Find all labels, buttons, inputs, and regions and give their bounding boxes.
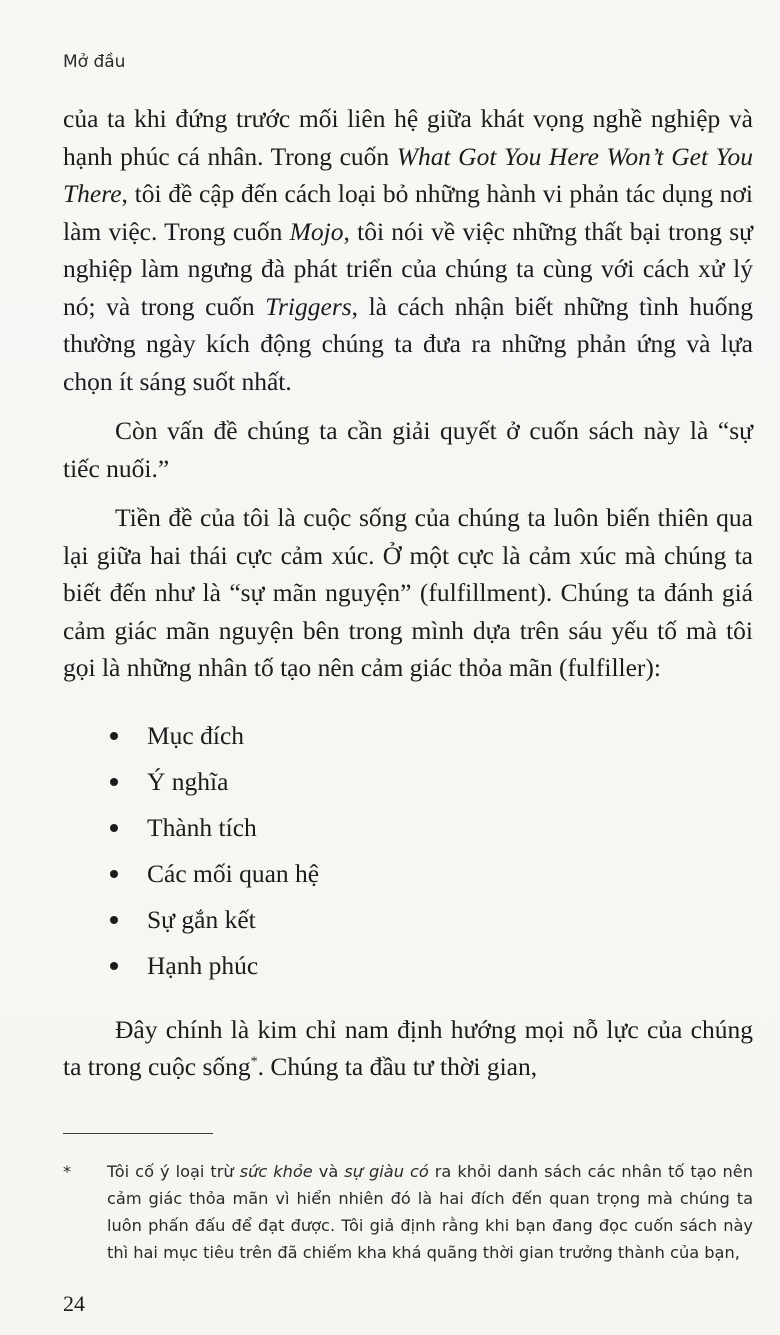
footnote-divider: [63, 1133, 213, 1134]
list-item: [63, 897, 753, 943]
bullet-icon: [110, 916, 118, 924]
book-title-what-got-you-here: What Got You Here Won’t Get You There: [63, 141, 753, 208]
list-item: [63, 851, 753, 897]
body-text: [63, 100, 753, 1086]
list-item-label: Mục đích: [147, 720, 245, 750]
list-item: [63, 943, 753, 989]
paragraph-4: [63, 1011, 753, 1086]
bullet-icon: [110, 778, 118, 786]
list-item-label: Ý nghĩa: [147, 766, 229, 796]
paragraph-3: Tiền đề của tôi là cuộc sống của chúng ta luôn biến thiên qua lại giữa hai thái cực cảm xúc. Ở một cực là cảm xúc mà chúng ta biết đến như là “sự mãn nguyện” (fulfillment). Chúng ta đánh giá cảm giác mãn nguyện bên trong mình dựa trên sáu yếu tố mà tôi gọi là những nhân tố tạo nên cảm giác thỏa mãn (fulfiller):: [63, 503, 753, 682]
bullet-icon: [110, 870, 118, 878]
footnote-text: [107, 1158, 753, 1266]
book-title-triggers: Triggers: [265, 291, 352, 321]
paragraph-4-text-a: Đây chính là kim chỉ nam định hướng mọi nỗ lực của chúng ta trong cuộc sống: [63, 1014, 753, 1081]
paragraph-1-text-d: , là cách nhận biết những tình huống thường ngày kích động chúng ta đưa ra những phản ứng và lựa chọn ít sáng suốt nhất.: [63, 291, 753, 396]
list-item-label: Hạnh phúc: [147, 950, 259, 980]
paragraph-2: Còn vấn đề chúng ta cần giải quyết ở cuốn sách này là “sự tiếc nuối.”: [63, 416, 753, 483]
footnote-emphasis-wealth: sự giàu có: [344, 1162, 429, 1181]
footnote-text-b: và: [312, 1162, 345, 1181]
paragraph-1-text-a: của ta khi đứng trước mối liên hệ giữa khát vọng nghề nghiệp và hạnh phúc cá nhân. Trong cuốn: [63, 104, 753, 171]
page-number: 24: [63, 1291, 85, 1316]
running-head: Mở đầu: [63, 52, 126, 72]
footnote-text-a: Tôi cố ý loại trừ: [107, 1162, 240, 1181]
paragraph-1-text-c: , tôi nói về việc những thất bại trong sự nghiệp làm ngưng đà phát triển của chúng ta cùng với cách xử lý nó; và trong cuốn: [63, 216, 753, 321]
footnote-text-c: ra khỏi danh sách các nhân tố tạo nên cảm giác thỏa mãn vì hiển nhiên đó là hai đích đến quan trọng mà chúng ta luôn phấn đấu để đạt được. Tôi giả định rằng khi bạn đang đọc cuốn sách này thì hai mục tiêu trên đã chiếm kha khá quãng thời gian trưởng thành của bạn,: [107, 1162, 753, 1262]
list-item: [63, 759, 753, 805]
list-item: [63, 805, 753, 851]
paragraph-1-text-b: , tôi đề cập đến cách loại bỏ những hành vi phản tác dụng nơi làm việc. Trong cuốn: [63, 179, 753, 246]
list-item-label: Sự gắn kết: [147, 904, 256, 934]
list-item-label: Thành tích: [147, 812, 257, 842]
bullet-icon: [110, 732, 118, 740]
fulfiller-list: [63, 713, 753, 989]
list-item: [63, 713, 753, 759]
bullet-icon: [110, 962, 118, 970]
paragraph-1: [63, 100, 753, 400]
bullet-icon: [110, 824, 118, 832]
footnote-reference[interactable]: *: [250, 1054, 258, 1070]
paragraph-4-text-b: . Chúng ta đầu tư thời gian,: [257, 1052, 538, 1081]
footnote: [63, 1158, 753, 1266]
footnote-emphasis-health: sức khỏe: [239, 1162, 313, 1181]
list-item-label: Các mối quan hệ: [147, 858, 320, 888]
footnote-marker: *: [63, 1162, 72, 1181]
book-title-mojo: Mojo: [289, 216, 344, 246]
